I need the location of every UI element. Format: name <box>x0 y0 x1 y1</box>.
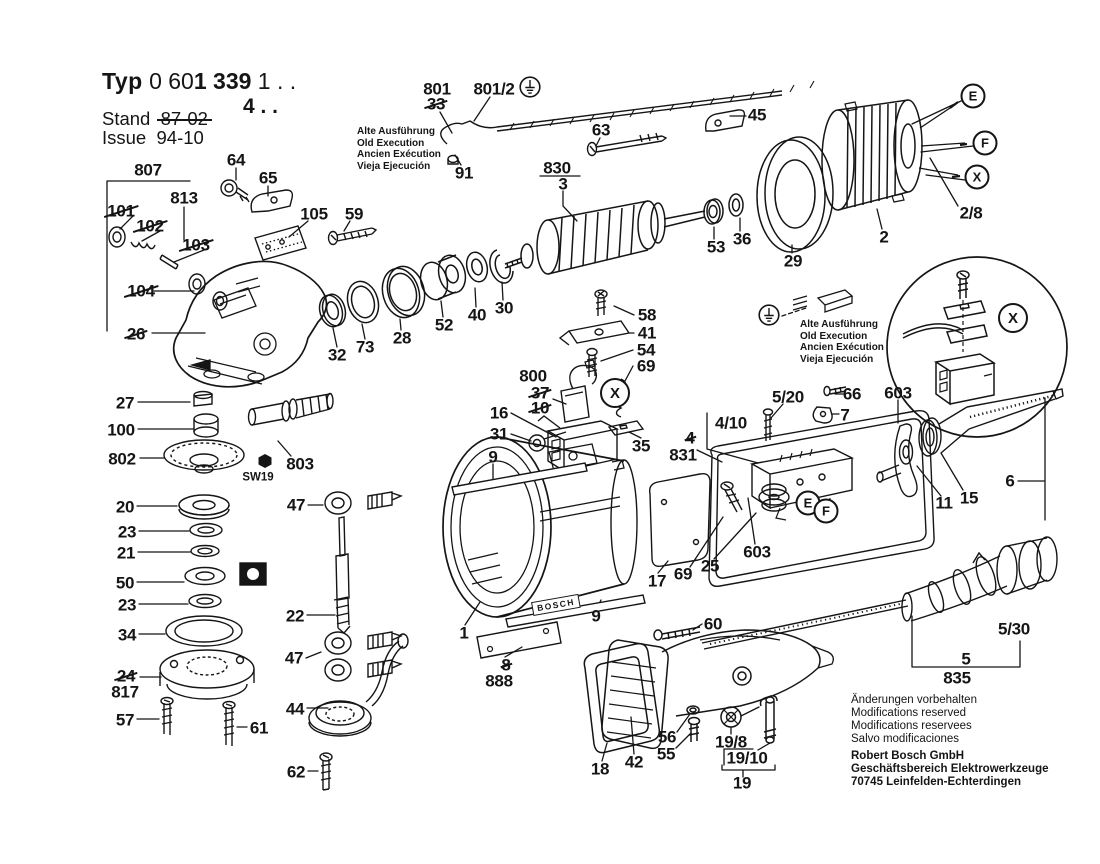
part-label-55-83: 55 <box>656 744 676 764</box>
part-label-35-60: 35 <box>631 436 651 456</box>
part-label-888-78: 888 <box>485 671 513 691</box>
part-label-29-21: 29 <box>783 251 803 271</box>
part-label-800-54: 800 <box>519 366 547 386</box>
circled-X-symbol-6: X <box>998 303 1028 333</box>
part-label-65-8: 65 <box>258 168 278 188</box>
old-execution-note-1: Alte Ausführung Old Execution Ancien Exécution Vieja Ejecución <box>357 126 441 172</box>
part-label-4-10-61: 4/10 <box>715 413 747 433</box>
part-label-803-33: 803 <box>286 454 314 474</box>
part-label-56-82: 56 <box>657 727 677 747</box>
part-label-835-89: 835 <box>943 668 971 688</box>
part-label-817-42: 817 <box>111 682 139 702</box>
flexible-shaft-drawing <box>877 389 1063 482</box>
part-label-50-38: 50 <box>115 573 135 593</box>
part-label-1-72: 1 <box>459 623 469 643</box>
type-number-line2: 4 . . <box>243 95 279 118</box>
type-number-line: Typ 0 601 339 1 . . <box>102 68 297 94</box>
part-label-59-10: 59 <box>344 204 364 224</box>
part-label-3-17: 3 <box>558 174 568 194</box>
bosch-brand-label: BOSCH <box>531 594 581 616</box>
part-label-53-23: 53 <box>706 237 726 257</box>
circled-F-symbol-1: F <box>973 131 998 156</box>
part-label-52-27: 52 <box>434 315 454 335</box>
part-label-7-66: 7 <box>840 405 850 425</box>
part-label-58-50: 58 <box>637 305 657 325</box>
part-label-37-55: 37 <box>530 383 550 403</box>
part-label-831-63: 831 <box>669 445 697 465</box>
part-label-26-6: 26 <box>126 324 146 344</box>
part-label-32-24: 32 <box>327 345 347 365</box>
upper-fasteners-drawing <box>441 81 814 164</box>
circled-F-symbol-8: F <box>814 499 839 524</box>
gear-housing-drawing <box>174 261 327 386</box>
part-label-5-20-64: 5/20 <box>772 387 804 407</box>
circled-X-symbol-5: X <box>600 378 630 408</box>
old-execution-note-2: Alte Ausführung Old Execution Ancien Exécution Vieja Ejecución <box>800 319 884 365</box>
part-label-62-49: 62 <box>286 762 306 782</box>
rear-handle-drawing <box>584 627 833 753</box>
bevel-gear-stack-drawing <box>160 392 269 747</box>
part-label-47-45: 47 <box>286 495 306 515</box>
part-label-22-46: 22 <box>285 606 305 626</box>
power-cord-drawing <box>702 537 1057 649</box>
spindle-bearing-column-drawing <box>309 492 408 790</box>
part-label-31-58: 31 <box>489 424 509 444</box>
part-label-813-1: 813 <box>170 188 198 208</box>
part-label-60-79: 60 <box>703 614 723 634</box>
part-label-103-4: 103 <box>182 235 210 255</box>
part-label-802-32: 802 <box>108 449 136 469</box>
part-label-5-88: 5 <box>961 649 971 669</box>
stand-value-struck: 87-02 <box>160 108 208 129</box>
spindle-drawing <box>249 394 334 426</box>
spacer-rings-drawing <box>316 250 513 329</box>
part-label-2-20: 2 <box>879 227 889 247</box>
detail-bubble-drawing <box>887 257 1067 437</box>
part-label-9-73: 9 <box>591 606 601 626</box>
part-label-10-56: 10 <box>530 398 550 418</box>
circled-X-symbol-2: X <box>965 165 990 190</box>
part-label-105-9: 105 <box>300 204 328 224</box>
part-label-47-47: 47 <box>284 648 304 668</box>
part-label-9-59: 9 <box>488 447 498 467</box>
part-label-24-41: 24 <box>116 666 136 686</box>
part-label-807-0: 807 <box>134 160 162 180</box>
small-parts-group-drawing <box>109 227 227 310</box>
part-label-34-40: 34 <box>117 625 137 645</box>
part-label-18-80: 18 <box>590 759 610 779</box>
motor-housing-drawing <box>443 437 645 658</box>
part-label-8-77: 8 <box>501 655 511 675</box>
part-label-40-28: 40 <box>467 305 487 325</box>
part-label-SW19-34: SW19 <box>242 471 274 484</box>
part-label-603-68: 603 <box>743 542 771 562</box>
part-label-23-39: 23 <box>117 595 137 615</box>
part-label-33-12: 33 <box>426 94 446 114</box>
part-label-66-65: 66 <box>842 384 862 404</box>
part-label-801-11: 801 <box>423 79 451 99</box>
part-label-69-53: 69 <box>636 356 656 376</box>
part-label-41-51: 41 <box>637 323 657 343</box>
part-label-17-74: 17 <box>647 571 667 591</box>
part-label-28-26: 28 <box>392 328 412 348</box>
part-label-30-29: 30 <box>494 298 514 318</box>
part-label-44-48: 44 <box>285 699 305 719</box>
armature-drawing <box>505 137 833 274</box>
part-label-23-36: 23 <box>117 522 137 542</box>
part-label-101-2: 101 <box>107 201 135 221</box>
type-plate-header <box>102 68 296 95</box>
part-label-21-37: 21 <box>116 543 136 563</box>
part-label-25-76: 25 <box>700 556 720 576</box>
part-label-830-16: 830 <box>543 158 571 178</box>
part-label-5-30-87: 5/30 <box>998 619 1030 639</box>
part-label-57-43: 57 <box>115 710 135 730</box>
part-label-63-15: 63 <box>591 120 611 140</box>
company-address: Robert Bosch GmbH Geschäftsbereich Elektrowerkzeuge 70745 Leinfelden-Echterdingen <box>851 750 1049 788</box>
stator-drawing <box>822 100 967 210</box>
typ-label: Typ <box>102 68 143 94</box>
part-label-20-35: 20 <box>115 497 135 517</box>
part-label-54-52: 54 <box>636 340 656 360</box>
part-label-36-22: 36 <box>732 229 752 249</box>
part-label-42-81: 42 <box>624 752 644 772</box>
part-label-6-69: 6 <box>1005 471 1015 491</box>
part-label-91-14: 91 <box>454 163 474 183</box>
part-label-19-10-85: 19/10 <box>726 748 768 768</box>
circled-E-symbol-7: E <box>796 491 821 516</box>
legal-footer: Änderungen vorbehalten Modifications reserved Modifications reservees Salvo modificaciones Robert Bosch GmbH Geschäftsbereich Elektrowerkzeuge 70745 Leinfelden-Echterdingen <box>851 694 1049 788</box>
part-label-11-70: 11 <box>935 493 953 513</box>
top-fasteners-drawing <box>221 180 376 260</box>
part-label-4-62: 4 <box>685 428 695 448</box>
part-label-104-5: 104 <box>127 281 155 301</box>
issue-line: Issue 94-10 <box>102 127 204 148</box>
part-label-73-25: 73 <box>355 337 375 357</box>
circled-E-symbol-0: E <box>961 84 986 109</box>
part-label-603-67: 603 <box>884 383 912 403</box>
part-label-69-75: 69 <box>673 564 693 584</box>
part-label-27-30: 27 <box>115 393 135 413</box>
part-label-19-8-84: 19/8 <box>715 732 747 752</box>
part-label-102-3: 102 <box>136 216 164 236</box>
part-label-16-57: 16 <box>489 403 509 423</box>
part-label-100-31: 100 <box>107 420 135 440</box>
stand-line: Stand 87-02 <box>102 108 208 129</box>
part-label-61-44: 61 <box>249 718 269 738</box>
part-label-801-2-13: 801/2 <box>473 79 515 99</box>
part-label-45-18: 45 <box>747 105 767 125</box>
part-label-15-71: 15 <box>959 488 979 508</box>
part-label-64-7: 64 <box>226 150 246 170</box>
part-label-19-86: 19 <box>732 773 752 793</box>
part-label-2-8-19: 2/8 <box>959 203 983 223</box>
